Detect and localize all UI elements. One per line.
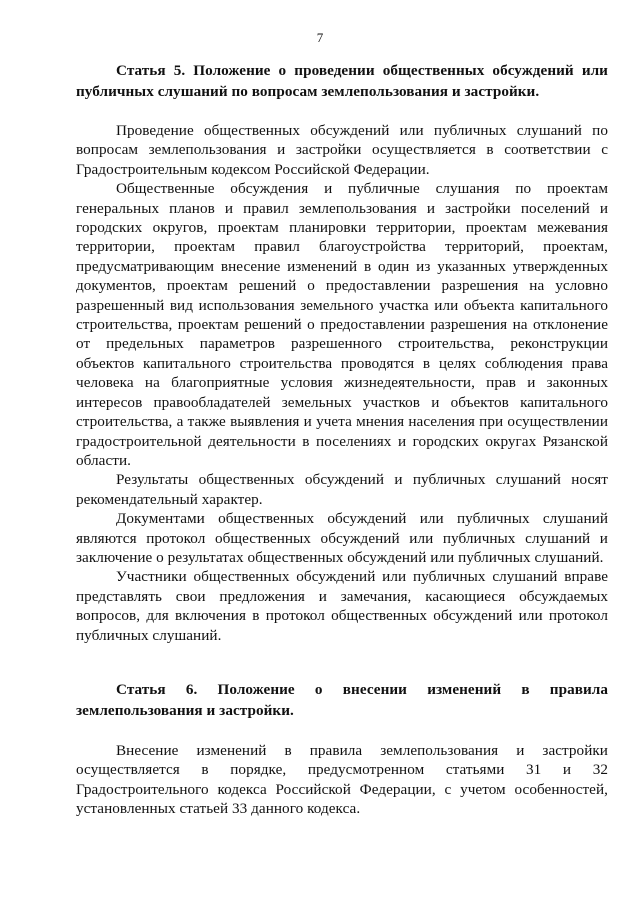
article-5-paragraph: Проведение общественных обсуждений или публичных слушаний по вопросам землепользования и застройки осуществляется в соответствии с Градостроительным кодексом Российской Федерации.	[76, 122, 608, 178]
article-6-body	[76, 741, 608, 819]
article-5-paragraph: Участники общественных обсуждений или публичных слушаний вправе представлять свои предложения и замечания, касающиеся обсуждаемых вопросов, для включения в протокол общественных обсуждений или протокол публичных слушаний.	[76, 568, 608, 644]
page-number: 7	[316, 30, 324, 45]
article-6-heading: Статья 6. Положение о внесении изменений в правила землепользования и застройки.	[76, 681, 608, 719]
article-5-heading-block	[76, 61, 608, 102]
article-5-paragraph: Документами общественных обсуждений или публичных слушаний являются протокол общественных обсуждений или публичных слушаний и заключение о результатах общественных обсуждений или публичных слушаний.	[76, 510, 608, 566]
article-5-heading: Статья 5. Положение о проведении общественных обсуждений или публичных слушаний по вопросам землепользования и застройки.	[76, 62, 608, 100]
article-6-paragraph: Внесение изменений в правила землепользования и застройки осуществляется в порядке, предусмотренном статьями 31 и 32 Градостроительного кодекса Российской Федерации, с учетом особенностей, установленных статьей 33 данного кодекса.	[76, 742, 608, 818]
article-5-paragraph: Результаты общественных обсуждений и публичных слушаний носят рекомендательный характер.	[76, 471, 608, 508]
article-6-heading-block	[76, 680, 608, 721]
article-5-body	[76, 121, 608, 645]
article-5-paragraph: Общественные обсуждения и публичные слушания по проектам генеральных планов и правил землепользования и застройки поселений и городских округов, проектам планировки территории, проектам межевания территории, проектам правил благоустройства территорий, проектам, предусматривающим внесение изменений в один из указанных утвержденных документов, проектам решений о предоставлении разрешения на условно разрешенный вид использования земельного участка или объекта капитального строительства, проектам решений о предоставлении разрешения на отклонение от предельных параметров разрешенного строительства, реконструкции объектов капитального строительства проводятся в целях соблюдения права человека на благоприятные условия жизнедеятельности, прав и законных интересов правообладателей земельных участков и объектов капитального строительства, а также выявления и учета мнения населения при осуществлении градостроительной деятельности в поселениях и городских округах Рязанской области.	[76, 180, 608, 469]
